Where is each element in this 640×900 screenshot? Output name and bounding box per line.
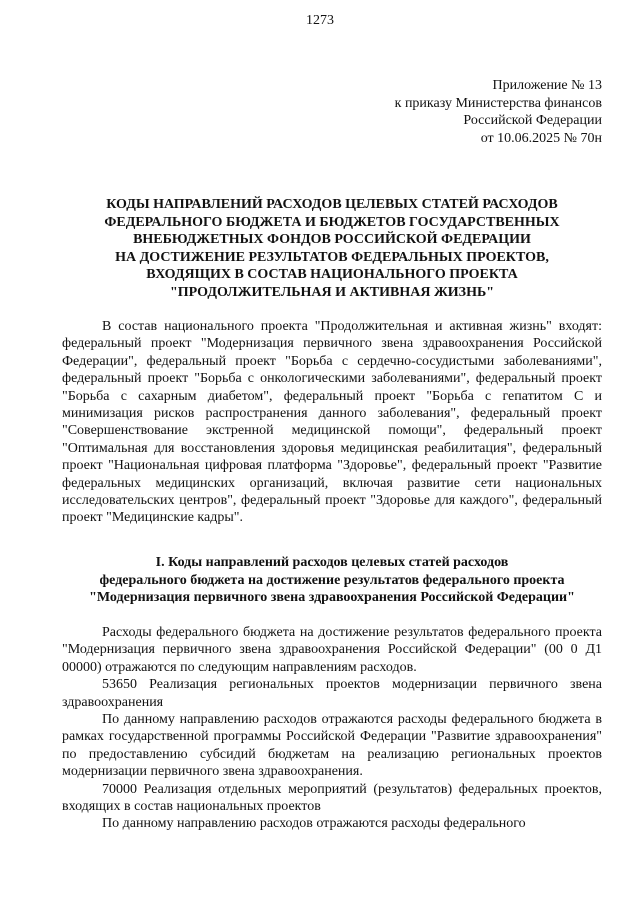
- body-paragraph: По данному направлению расходов отражаются расходы федерального бюджета в рамках государственной программы Российской Федерации "Развитие здравоохранения" по предоставлению субсидий бюджетам на реализацию региональных проектов модернизации первичного звена здравоохранения.: [62, 712, 602, 780]
- title-line: КОДЫ НАПРАВЛЕНИЙ РАСХОДОВ ЦЕЛЕВЫХ СТАТЕЙ РАСХОДОВ: [106, 197, 558, 212]
- appendix-line: к приказу Министерства финансов: [394, 95, 602, 111]
- appendix-header: [370, 77, 602, 147]
- expense-code-paragraph: 70000 Реализация отдельных мероприятий (результатов) федеральных проектов, входящих в состав национальных проектов: [62, 781, 602, 815]
- title-line: "ПРОДОЛЖИТЕЛЬНАЯ И АКТИВНАЯ ЖИЗНЬ": [170, 284, 494, 300]
- section-1-body: [62, 624, 602, 833]
- intro-paragraph: В состав национального проекта "Продолжительная и активная жизнь" входят: федеральный проект "Модернизация первичного звена здравоохранения Российской Федерации", федеральный проект "Борьба с сердечно-сосудистыми заболеваниями", федеральный проект "Борьба с онкологическими заболеваниями", федеральный проект "Борьба с сахарным диабетом", федеральный проект "Борьба с гепатитом С и минимизация рисков распространения данного заболевания", федеральный проект "Совершенствование экстренной медицинской помощи", федеральный проект "Оптимальная для восстановления здоровья медицинская реабилитация", федеральный проект "Национальная цифровая платформа "Здоровье", федеральный проект "Развитие федеральных медицинских организаций, включая развитие сети национальных исследовательских центров", федеральный проект "Здоровье для каждого", федеральный проект "Медицинские кадры".: [62, 319, 602, 526]
- body-paragraph: По данному направлению расходов отражаются расходы федерального: [102, 816, 526, 832]
- page-number: 1273: [306, 13, 334, 28]
- expense-code-paragraph: 53650 Реализация региональных проектов модернизации первичного звена здравоохранения: [62, 677, 602, 710]
- title-line: ВХОДЯЩИХ В СОСТАВ НАЦИОНАЛЬНОГО ПРОЕКТА: [146, 267, 518, 282]
- section-1-title: [62, 554, 602, 607]
- section-title-line: федерального бюджета на достижение результатов федерального проекта: [99, 572, 565, 588]
- section-title-line: "Модернизация первичного звена здравоохранения Российской Федерации": [89, 590, 575, 605]
- title-line: ВНЕБЮДЖЕТНЫХ ФОНДОВ РОССИЙСКОЙ ФЕДЕРАЦИИ: [133, 232, 531, 247]
- intro-section: [62, 318, 602, 527]
- title-line: ФЕДЕРАЛЬНОГО БЮДЖЕТА И БЮДЖЕТОВ ГОСУДАРСТВЕННЫХ: [104, 214, 560, 230]
- appendix-line: Российской Федерации: [463, 113, 602, 128]
- document-title: [62, 196, 602, 301]
- appendix-line: от 10.06.2025 № 70н: [480, 130, 602, 146]
- body-paragraph: Расходы федерального бюджета на достижение результатов федерального проекта "Модернизация первичного звена здравоохранения Российской Федерации" (00 0 Д1 00000) отражаются по следующим направлениям расходов.: [62, 625, 602, 675]
- title-line: НА ДОСТИЖЕНИЕ РЕЗУЛЬТАТОВ ФЕДЕРАЛЬНЫХ ПРОЕКТОВ,: [115, 249, 549, 265]
- appendix-line: Приложение № 13: [492, 78, 602, 93]
- section-title-line: I. Коды направлений расходов целевых статей расходов: [155, 555, 509, 570]
